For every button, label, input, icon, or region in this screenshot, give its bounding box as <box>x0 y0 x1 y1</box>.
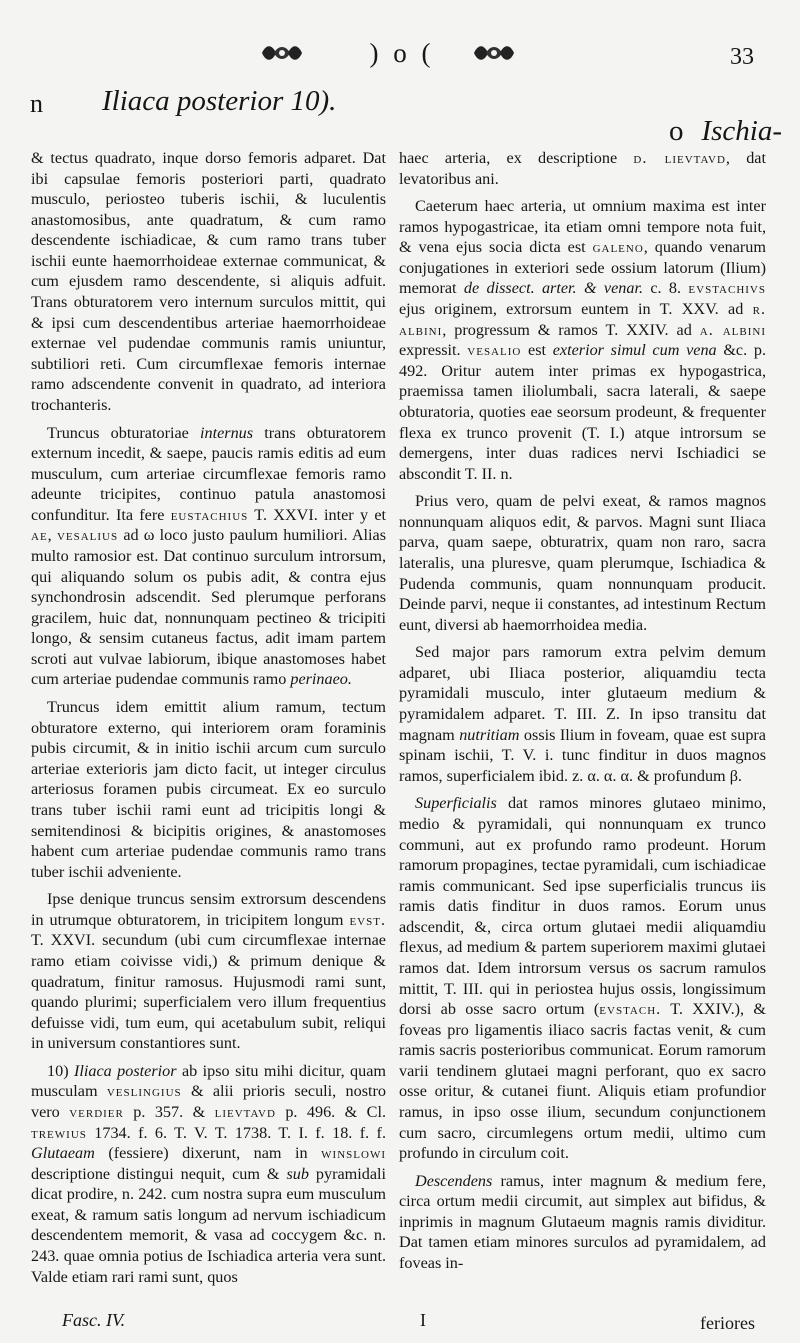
running-head-left-mark: n <box>30 89 43 118</box>
paragraph: Truncus obturatoriae internus trans obturatorem externum incedit, & saepe, paucis ramis editis ad eum musculum, cum arteriae circumflexae femoris ramo adeunte tricipites, continuo patula anastomosi confunditur. Ita fere eustachius T. XXVI. inter y et ae, vesalius ad ω loco justo paulum humiliori. Alias multo ramosior est. Dat continuo surculum introrsum, qui aliquando solum os pubis adit, & contra ejus synchondrosin adscendit. Sed plerumque perforans gracilem, huic dat, nonnunquam pectineo & tricipiti longo, & sensim cutaneus factus, adit imam partem scroti aut vulvae labiorum, ibique anastomoses habet cum arteriae pudendae communis ramo perinaeo. <box>31 423 387 689</box>
running-head-right <box>669 115 782 148</box>
page-header <box>0 38 800 78</box>
running-head <box>0 85 800 147</box>
paragraph: Prius vero, quam de pelvi exeat, & ramos magnos nonnunquam aliquos edit, & parvos. Magni sunt Iliaca parva, quam saepe, obturatrix, quam non raro, sacra lateralis, una pluresve, quam plerumque, Ischiadica & Pudenda communis, quam nonnunquam producit. Deinde parvi, neque ii constantes, ad intestinum Rectum eunt, diversi ab haemorrhoidea media. <box>399 492 766 634</box>
signature-mark: Fasc. IV. <box>62 1310 126 1330</box>
paragraph: haec arteria, ex descriptione d. lievtavd, dat levatoribus ani. <box>399 149 766 188</box>
paragraph: & tectus quadrato, inque dorso femoris adparet. Dat ibi capsulae femoris posteriori parti, quadrato musculo, periosteo tuberis ischii, & luculentis anastomosibus, ante quadratum, & cum ramo descendente ischiadicae, & cum ramo trans tuber ischii eunte haemorrhoideae externae communicat, & cum ejusdem ramo descendente, si aliquis adfuit. Trans obturatorem vero internum surculos mittit, qui & ipsi cum descendentibus arteriae haemorrhoideae externae vel pudendae communis ramis uniuntur, subtiliori reti. Cum circumflexae femoris internae ramo adscendente convenit in quadrato, ad interiora trochanteris. <box>31 149 386 414</box>
catchword: feriores <box>700 1313 755 1333</box>
paragraph: 10) Iliaca posterior ab ipso situ mihi dicitur, quam musculam veslingius & alii prioris seculi, nostro vero verdier p. 357. & lievtavd p. 496. & Cl. trewius 1734. f. 6. T. V. T. 1738. T. I. f. 18. f. f. Glutaeam (fessiere) dixerunt, nam in winslowi descriptione distingui nequit, cum & sub pyramidali dicat prodire, n. 242. cum nostra supra eum musculum exeat, & ramum satis longum ad nervum ischiadicum descendentem memorit, & vasa ad coccygem &c. n. 243. quae omnia potius de Ischiadica arteria vera sunt. Valde etiam rari rami sunt, quos <box>31 1061 387 1286</box>
running-head-left-title: Iliaca posterior 10). <box>102 85 337 117</box>
header-mark: ) o ( <box>369 38 435 68</box>
left-column <box>31 148 386 1294</box>
right-column <box>399 148 766 1281</box>
paragraph: Superficialis dat ramos minores glutaeo minimo, medio & pyramidali, qui nonnunquam ex trunco communi, aut ex profundo ramo prodeunt. Horum ramorum propagines, tectae pyramidali, cum ischiadicae ramis communicant. Sed ipse superficialis truncus iis ramis datis finditur in duos ramos. Eorum unus adscendit, &, circa ortum glutaei medii aliquamdiu flexus, ad medium & partem superiorem maximi glutaei ramos dat. Idem introrsum versus os sacrum ramulos mittit, T. III. qui in periostea hujus ossis, longissimum dorsi ab osse sacro ortum (evstach. T. XXIV.), & foveas pro ligamentis iliaco sacris factas venit, & cum ramis sacris posterioribus communicat. Eorum ramorum varii tendinem glutaei magni perforant, quo ex sacro osse oritur, & cutanei fiunt. Aliquis etiam profundior ramus, in ipso osse ilium, secundum conjunctionem cum sacro, circumlegens ortum medii, ultimo cum profundo in circulum coit. <box>399 794 767 1163</box>
floral-ornament-left-icon <box>258 42 306 64</box>
page-number: 33 <box>730 44 754 70</box>
paragraph: Descendens ramus, inter magnum & medium fere, circa ortum medii circumit, aut simplex aut bifidus, & inprimis in magnum Glutaeum magnis ramis dividitur. Dat tamen etiam minores surculos ad pyramidalem, ad foveas in- <box>399 1171 766 1273</box>
running-head-right-title: Ischia- <box>701 115 782 147</box>
paragraph: Sed major pars ramorum extra pelvim demum adparet, ubi Iliaca posterior, aliquamdiu tecta pyramidali musculo, inter glutaeum medium & pyramidalem adparet. T. III. Z. In ipso transitu dat magnam nutritiam ossis Ilium in foveam, quae est supra spinam ischii, T. V. i. tunc finditur in duos magnos ramos, superficialem ibid. z. α. α. α. & profundum β. <box>399 643 766 785</box>
paragraph: Ipse denique truncus sensim extrorsum descendens in utrumque obturatorem, in tricipitem longum evst. T. XXVI. secundum (ubi cum circumflexae internae ramo etiam coivisse vidi,) & primum denique & quadratum, finitur ramosus. Hujusmodi rami sunt, quando plurimi; superficialem vero illum frequentius defuisse vidi, tum eum, qui acetabulum subit, reliqui in universum constantiores sunt. <box>31 890 386 1053</box>
gathering-mark: I <box>420 1310 426 1330</box>
floral-ornament-right-icon <box>470 42 518 64</box>
paragraph: Caeterum haec arteria, ut omnium maxima est inter ramos hypogastricae, ita etiam omni tempore nota fuit, & vena ejus socia dicta est galeno, quando venarum conjugationes in exteriori sede ossium latorum (Ilium) memorat de dissect. arter. & venar. c. 8. evstachivs ejus originem, extrorsum euntem in T. XXV. ad r. albini, progressum & ramos T. XXIV. ad a. albini expressit. vesalio est exterior simul cum vena &c. p. 492. Oritur autem inter primas ex hypogastrica, praemissa tamen iliolumbali, sacra laterali, & saepe obturatoria, quoties eae seorsum prodeunt, & frequenter flexa ex trunco provenit (T. I.) atque introrsum se demergens, inter duas radices nervi Ischiadici se abscondit T. II. n. <box>399 197 766 483</box>
paragraph: Truncus idem emittit alium ramum, tectum obturatore externo, qui interiorem oram foraminis pubis circumit, & in initio ischii arcum cum surculo arteriae exterioris jam dicto facit, ut integer circulus arteriosus foramen pubis circumeat. Ex eo surculo trans tuber ischii rami eunt ad tricipitis longi & semitendinosi & bicipitis origines, & anastomoses habent cum arteriae pudendae communis ramo trans tuber ischii adveniente. <box>31 698 386 881</box>
running-head-right-mark: o <box>668 115 684 147</box>
